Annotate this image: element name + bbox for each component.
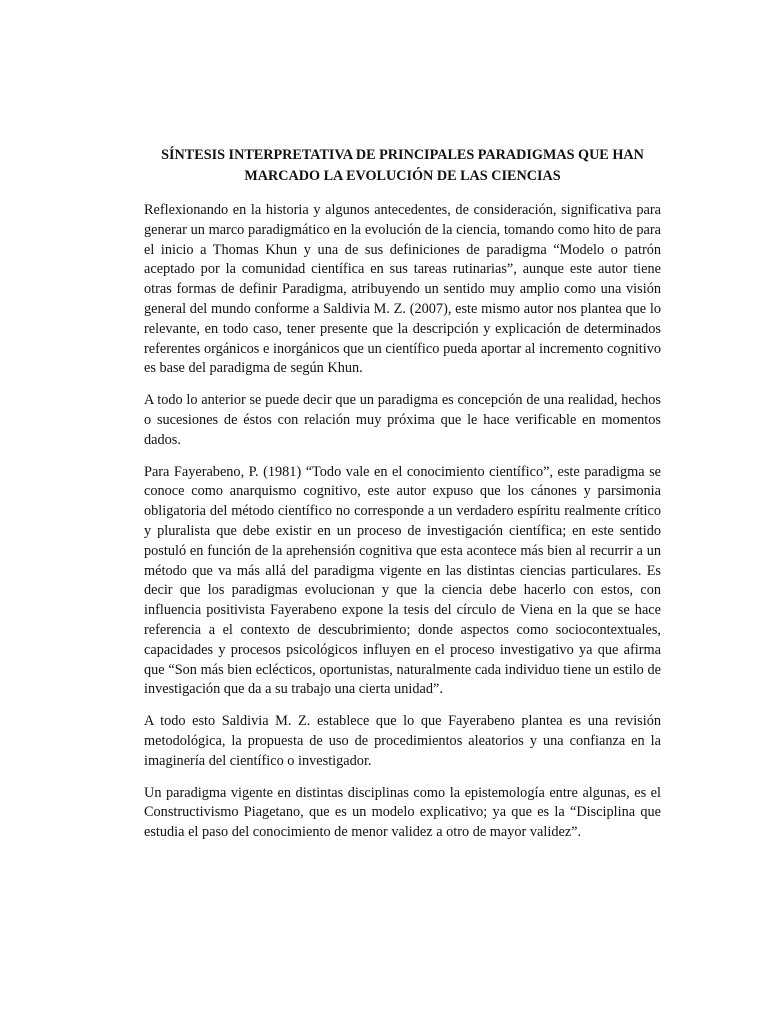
paragraph-2: A todo lo anterior se puede decir que un paradigma es concepción de una realidad, hechos o sucesiones de éstos con relación muy próxima que le hace verificable en momentos dados.	[144, 392, 661, 448]
title-line-1: SÍNTESIS INTERPRETATIVA DE PRINCIPALES PARADIGMAS QUE HAN	[161, 147, 644, 163]
document-title	[144, 145, 661, 187]
title-line-2: MARCADO LA EVOLUCIÓN DE LAS CIENCIAS	[244, 168, 561, 184]
document-body	[144, 145, 661, 855]
paragraph-3: Para Fayerabeno, P. (1981) “Todo vale en el conocimiento científico”, este paradigma se conoce como anarquismo cognitivo, este autor expuso que los cánones y parsimonia obligatoria del método científico no corresponde a un verdadero espíritu realmente crítico y pluralista que debe existir en un proceso de investigación científica; en este sentido postuló en función de la aprehensión cognitiva que esta acontece más bien al recurrir a un método que va más allá del paradigma vigente en las distintas ciencias particulares. Es decir que los paradigmas evolucionan y que la ciencia debe hacerlo con estos, con influencia positivista Fayerabeno expone la tesis del círculo de Viena en la que se hace referencia a el contexto de descubrimiento; donde aspectos como sociocontextuales, capacidades y procesos psicológicos influyen en el proceso investigativo ya que afirma que “Son más bien eclécticos, oportunistas, naturalmente cada individuo tiene un estilo de investigación que da a su trabajo una cierta unidad”.	[144, 463, 661, 698]
paragraph-5: Un paradigma vigente en distintas disciplinas como la epistemología entre algunas, es el Constructivismo Piagetano, que es un modelo explicativo; ya que es la “Disciplina que estudia el paso del conocimiento de menor validez a otro de mayor validez”.	[144, 784, 661, 841]
paragraph-1: Reflexionando en la historia y algunos antecedentes, de consideración, significativa para generar un marco paradigmático en la evolución de la ciencia, tomando como hito de para el inicio a Thomas Khun y una de sus definiciones de paradigma “Modelo o patrón aceptado por la comunidad científica en sus tareas rutinarias”, aunque este autor tiene otras formas de definir Paradigma, atribuyendo un sentido muy amplio como una visión general del mundo conforme a Saldivia M. Z. (2007), este mismo autor nos plantea que lo relevante, en todo caso, tener presente que la descripción y explicación de determinados referentes orgánicos e inorgánicos que un científico pueda aportar al incremento cognitivo es base del paradigma de según Khun.	[144, 202, 661, 377]
paragraph-4: A todo esto Saldivia M. Z. establece que lo que Fayerabeno plantea es una revisión metodológica, la propuesta de uso de procedimientos aleatorios y una confianza en la imaginería del científico o investigador.	[144, 713, 661, 769]
